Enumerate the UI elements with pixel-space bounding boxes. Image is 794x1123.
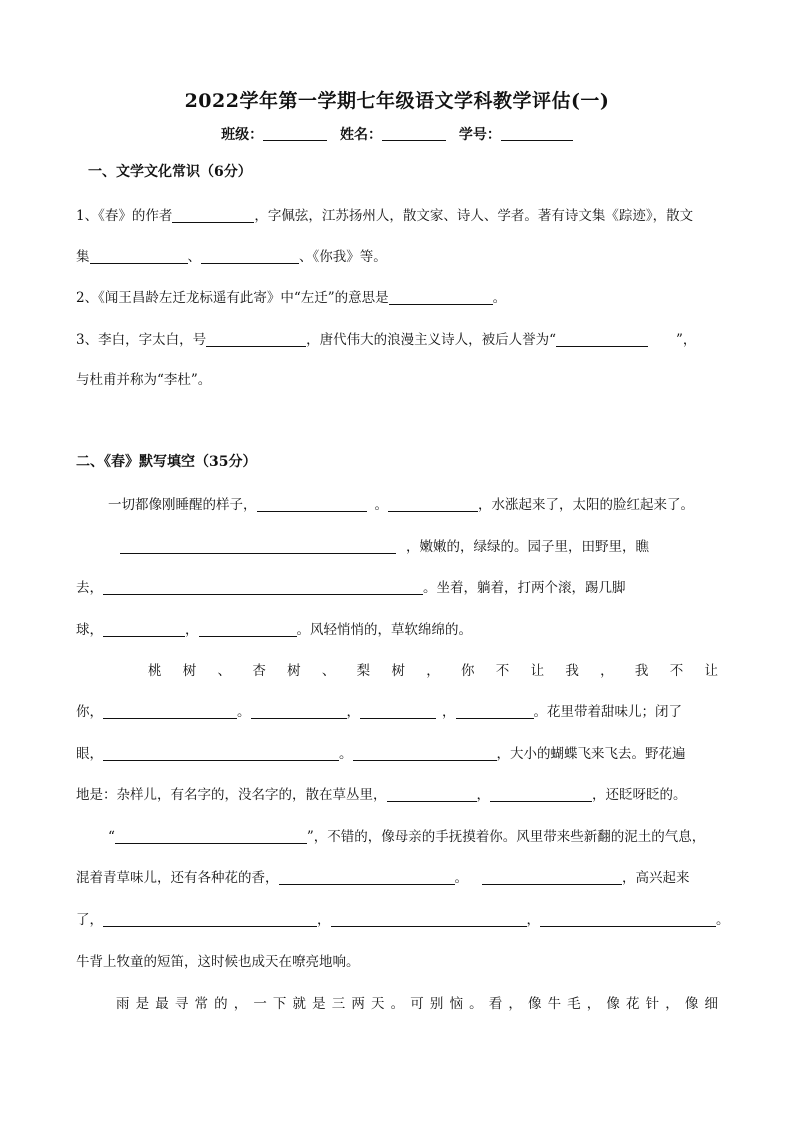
name-field[interactable] — [382, 139, 446, 141]
answer-blank[interactable] — [482, 870, 622, 885]
answer-blank[interactable] — [90, 249, 188, 264]
student-info-row — [0, 124, 794, 144]
question-1-line-2: 集 、 、《你我》等。 — [76, 249, 387, 265]
answer-blank[interactable] — [103, 912, 317, 927]
question-2: 2、《闻王昌龄左迁龙标遥有此寄》中“左迁”的意思是 。 — [76, 290, 507, 306]
passage-line-2: ，嫩嫩的，绿绿的。园子里，田野里，瞧 — [120, 535, 718, 555]
answer-blank[interactable] — [331, 912, 527, 927]
passage-line-1: 一切都像刚睡醒的样子， 。 ，水涨起来了，太阳的脸红起来了。 — [108, 497, 694, 513]
answer-blank[interactable] — [206, 332, 306, 347]
class-label: 班级： — [221, 127, 264, 143]
answer-blank[interactable] — [279, 870, 455, 885]
passage-line-13: 雨是最寻常的，一下就是三两天。可别恼。看，像牛毛，像花针，像细 — [116, 996, 718, 1012]
answer-blank[interactable] — [201, 249, 299, 264]
class-field[interactable] — [263, 139, 327, 141]
answer-blank[interactable] — [387, 787, 477, 802]
answer-blank[interactable] — [556, 332, 648, 347]
student-id-field[interactable] — [501, 139, 573, 141]
question-3-line-2: 与杜甫并称为“李杜”。 — [76, 372, 212, 388]
section-2-heading: 二、《春》默写填空（35分） — [76, 454, 257, 470]
passage-line-4: 球， ， 。风轻悄悄的，草软绵绵的。 — [76, 622, 472, 638]
answer-blank[interactable] — [490, 787, 592, 802]
answer-blank[interactable] — [353, 746, 497, 761]
name-label: 姓名： — [340, 127, 382, 143]
answer-blank[interactable] — [103, 746, 339, 761]
answer-blank[interactable] — [103, 704, 237, 719]
answer-blank[interactable] — [199, 622, 297, 637]
answer-blank[interactable] — [172, 208, 254, 223]
exam-title: 2022学年第一学期七年级语文学科教学评估(一) — [184, 90, 610, 112]
section-1-heading: 一、文学文化常识（6分） — [88, 164, 252, 180]
passage-line-10: 混着青草味儿，还有各种花的香， 。 ，高兴起来 — [76, 870, 690, 886]
answer-blank[interactable] — [360, 704, 436, 719]
answer-blank[interactable] — [115, 829, 307, 844]
answer-blank[interactable] — [120, 539, 396, 554]
answer-blank[interactable] — [540, 912, 716, 927]
passage-line-11: 了， ， ， 。 — [76, 912, 730, 928]
student-id-label: 学号： — [458, 127, 501, 143]
passage-line-8: 地是：杂样儿，有名字的，没名字的，散在草丛里， ， ，还眨呀眨的。 — [76, 787, 687, 803]
passage-line-6: 你， 。 ， ， 。花里带着甜味儿；闭了 — [76, 704, 682, 720]
answer-blank[interactable] — [456, 704, 534, 719]
question-3-line-1: 3、李白，字太白，号 ，唐代伟大的浪漫主义诗人，被后人誉为“ ”， — [76, 332, 697, 348]
answer-blank[interactable] — [257, 497, 367, 512]
answer-blank[interactable] — [389, 290, 493, 305]
answer-blank[interactable] — [251, 704, 347, 719]
answer-blank[interactable] — [103, 622, 185, 637]
answer-blank[interactable] — [103, 580, 423, 595]
passage-line-9: “ ”，不错的，像母亲的手抚摸着你。风里带来些新翻的泥土的气息， — [108, 829, 706, 845]
passage-line-12: 牛背上牧童的短笛，这时候也成天在嘹亮地响。 — [76, 954, 360, 970]
passage-line-5: 桃树、杏树、梨树，你不让我，我不让 — [148, 663, 718, 679]
passage-line-3: 去， 。坐着，躺着，打两个滚，踢几脚 — [76, 580, 626, 596]
question-1-line-1: 1、《春》的作者 ，字佩弦，江苏扬州人，散文家、诗人、学者。著有诗文集《踪迹》，散文 — [76, 208, 694, 224]
answer-blank[interactable] — [388, 497, 478, 512]
passage-line-7: 眼， 。 ，大小的蝴蝶飞来飞去。野花遍 — [76, 746, 686, 762]
